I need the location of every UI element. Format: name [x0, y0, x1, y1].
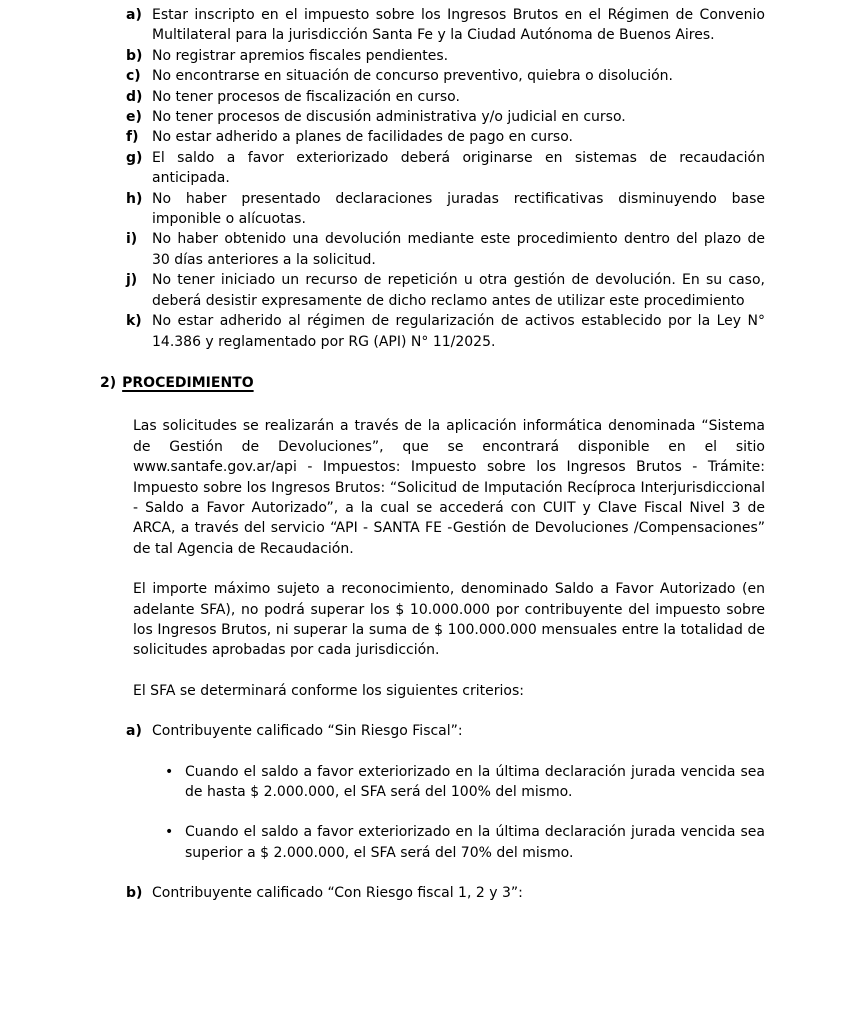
item-letter: a): [126, 7, 142, 23]
item-text: No haber presentado declaraciones juradas rectificativas disminuyendo base imponible o alícuotas.: [152, 190, 765, 228]
item-letter: c): [126, 68, 141, 85]
item-text: Estar inscripto en el impuesto sobre los Ingresos Brutos en el Régimen de Convenio Multilateral para la jurisdicción Santa Fe y la Ciudad Autónoma de Buenos Aires.: [152, 7, 765, 44]
paragraph-criterios-intro: El SFA se determinará conforme los siguientes criterios:: [133, 682, 524, 699]
item-text: No tener procesos de fiscalización en curso.: [152, 88, 460, 105]
item-letter: j): [126, 272, 138, 289]
item-letter: e): [126, 109, 142, 126]
list-item: [126, 87, 765, 107]
item-text: No registrar apremios fiscales pendientes.: [152, 47, 449, 64]
item-text: No haber obtenido una devolución mediante este procedimiento dentro del plazo de 30 días anteriores a la solicitud.: [152, 231, 765, 268]
item-letter: b): [126, 47, 143, 64]
requirements-list: [0, 5, 844, 352]
list-item: [126, 311, 765, 352]
criteria-item-b: [126, 883, 765, 903]
criteria-item-a: [126, 721, 765, 741]
bullet-item: [165, 822, 765, 863]
item-letter: i): [126, 231, 138, 248]
paragraph-solicitudes: Las solicitudes se realizarán a través de la aplicación informática denominada “Sistema de Gestión de Devoluciones”, que se encontrará disponible en el sitio www.santafe.gov.ar/api - Impuestos: Impuesto sobre los Ingresos Brutos - Trámite: Impuesto sobre los Ingresos Brutos: “Solicitud de Imputación Recíproca Interjurisdiccional - Saldo a Favor Autorizado”, a la cual se accederá con CUIT y Clave Fiscal Nivel 3 de ARCA, a través del servicio “API - SANTA FE -Gestión de Devoluciones /Compensaciones” de tal Agencia de Recaudación.: [133, 418, 765, 557]
section-number: 2): [100, 374, 117, 391]
list-item: [126, 189, 765, 230]
list-item: [126, 5, 765, 46]
bullet-text: Cuando el saldo a favor exteriorizado en la última declaración jurada vencida sea superior a $ 2.000.000, el SFA será del 70% del mismo.: [185, 824, 765, 861]
item-text: Contribuyente calificado “Con Riesgo fiscal 1, 2 y 3”:: [152, 885, 523, 902]
list-item: [126, 107, 765, 127]
item-letter: a): [126, 723, 142, 740]
item-text: No encontrarse en situación de concurso preventivo, quiebra o disolución.: [152, 68, 673, 85]
item-text: No tener iniciado un recurso de repetición u otra gestión de devolución. En su caso, deberá desistir expresamente de dicho reclamo antes de utilizar este procedimiento: [152, 272, 765, 309]
item-text: No estar adherido a planes de facilidades de pago en curso.: [152, 129, 573, 146]
item-text: No tener procesos de discusión administrativa y/o judicial en curso.: [152, 109, 626, 126]
section-title: PROCEDIMIENTO: [122, 374, 254, 391]
list-item: [126, 270, 765, 311]
item-text: El saldo a favor exteriorizado deberá originarse en sistemas de recaudación anticipada.: [152, 149, 765, 187]
item-letter: b): [126, 885, 143, 902]
bullet-item: [165, 762, 765, 803]
section-heading: [100, 373, 844, 393]
item-letter: d): [126, 88, 143, 105]
item-text: No estar adherido al régimen de regularización de activos establecido por la Ley N° 14.386 y reglamentado por RG (API) N° 11/2025.: [152, 313, 765, 350]
list-item: [126, 148, 765, 189]
bullet-text: Cuando el saldo a favor exteriorizado en la última declaración jurada vencida sea de hasta $ 2.000.000, el SFA será del 100% del mismo.: [185, 763, 765, 800]
list-item: [126, 66, 765, 86]
paragraph-importe-maximo: El importe máximo sujeto a reconocimiento, denominado Saldo a Favor Autorizado (en adelante SFA), no podrá superar los $ 10.000.000 por contribuyente del impuesto sobre los Ingresos Brutos, ni superar la suma de $ 100.000.000 mensuales entre la totalidad de solicitudes aprobadas por cada jurisdicción.: [133, 581, 765, 659]
list-item: [126, 127, 765, 147]
list-item: [126, 229, 765, 270]
bullet-icon: •: [165, 763, 174, 780]
bullet-icon: •: [165, 824, 174, 841]
item-letter: f): [126, 129, 139, 146]
item-letter: g): [126, 149, 143, 166]
item-letter: h): [126, 190, 143, 207]
item-text: Contribuyente calificado “Sin Riesgo Fiscal”:: [152, 723, 463, 740]
item-letter: k): [126, 313, 142, 330]
list-item: [126, 46, 765, 66]
